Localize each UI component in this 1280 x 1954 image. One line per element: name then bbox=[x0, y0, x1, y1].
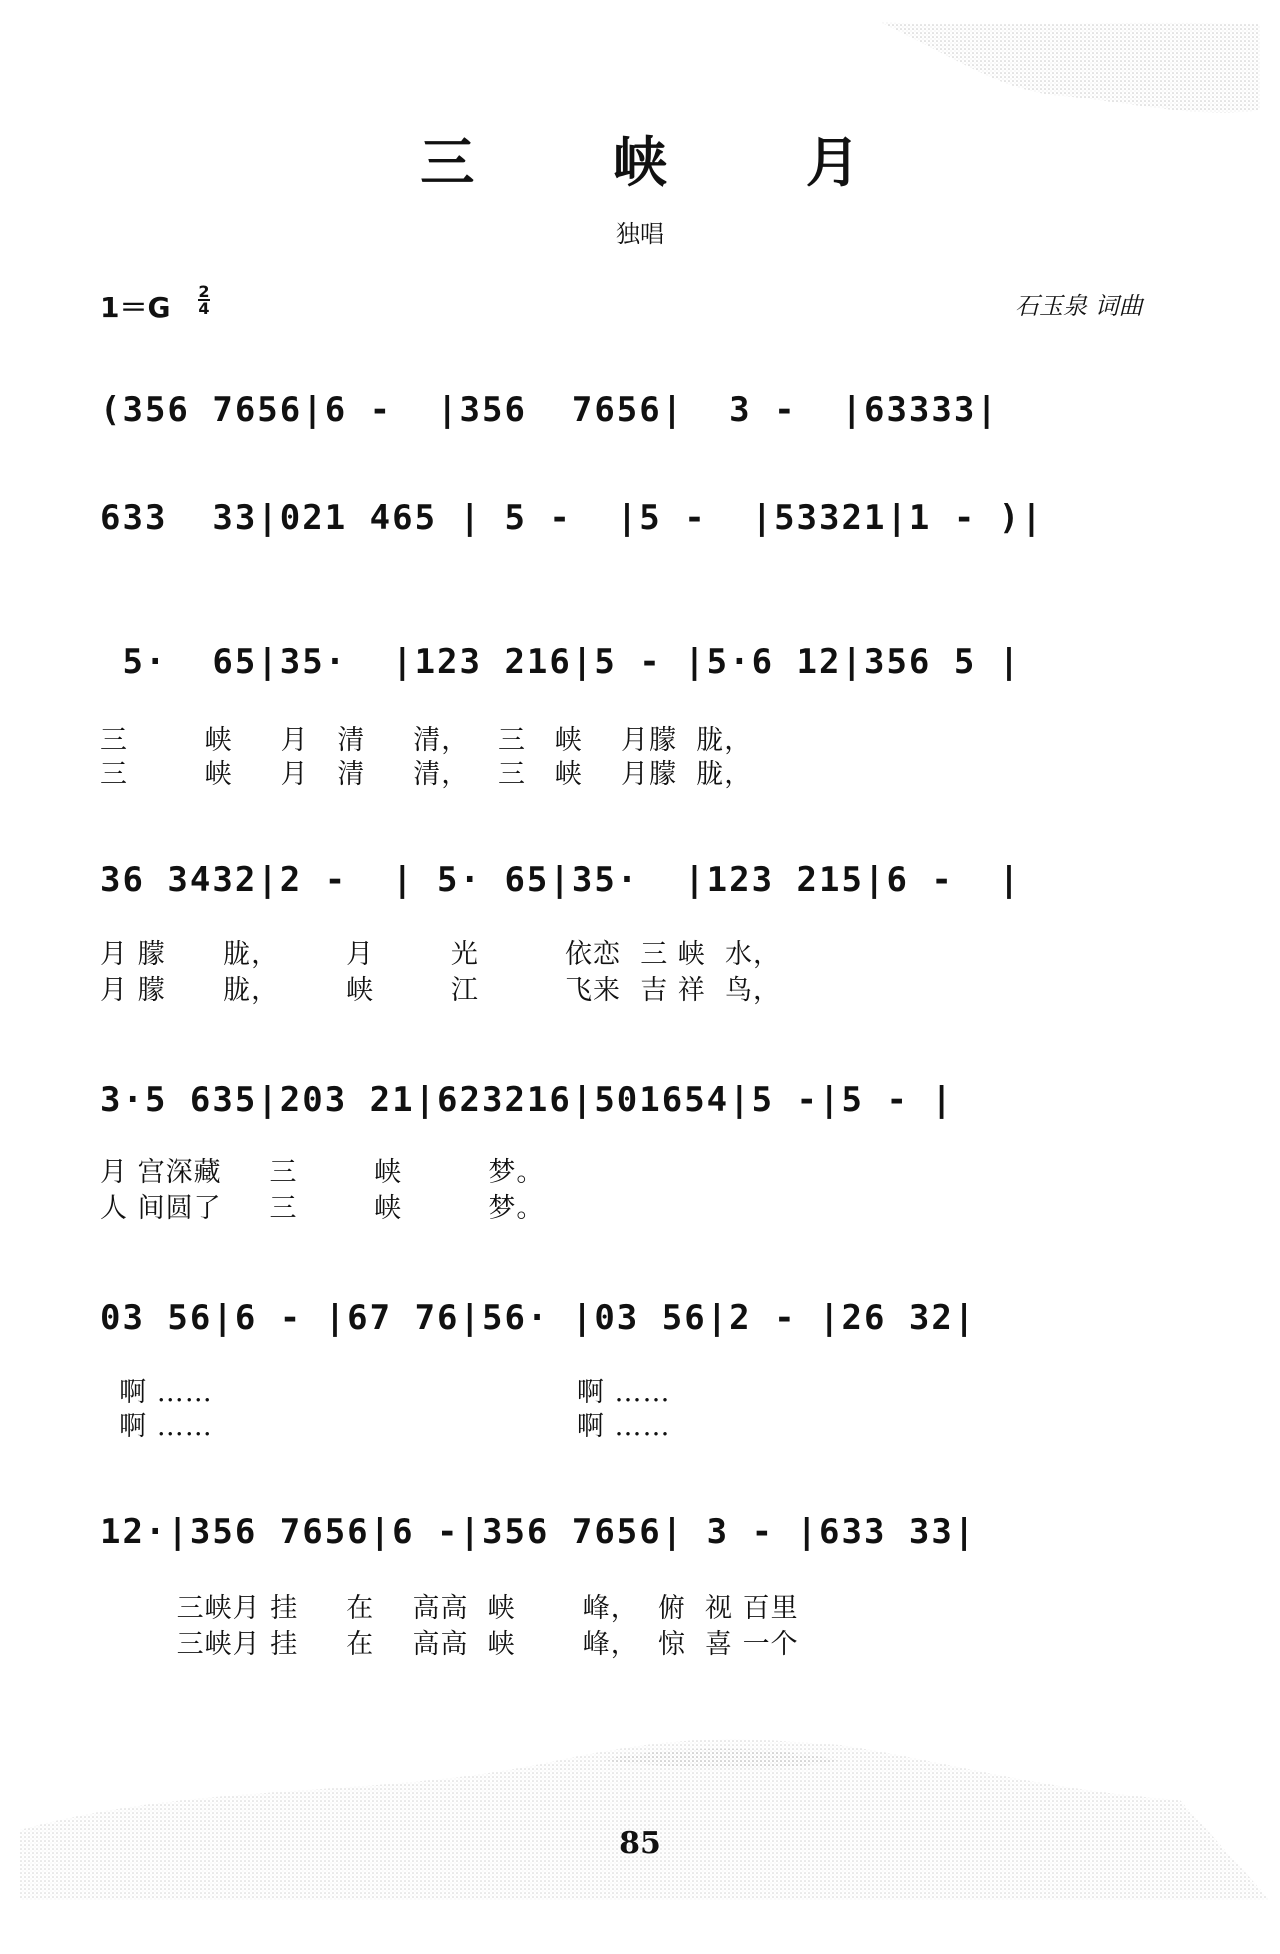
lyric-line: 月 宫深藏 三 峡 梦。 bbox=[100, 1157, 545, 1188]
meter-top: 2 bbox=[198, 282, 210, 301]
page-number: 85 bbox=[619, 1826, 661, 1861]
notation-row: 36 3432|2 - | 5· 65|35· |123 215|6 - | bbox=[100, 860, 1022, 900]
performance-type: 独唱 bbox=[616, 220, 664, 248]
lyric-line: 月 朦 胧， 峡 江 飞来 吉 祥 鸟， bbox=[100, 975, 781, 1006]
song-title: 三 峡 月 bbox=[420, 130, 920, 194]
lyric-line: 三峡月 挂 在 高高 峡 峰， 惊 喜 一个 bbox=[100, 1629, 799, 1660]
composer-credit: 石玉泉 词曲 bbox=[1015, 292, 1143, 320]
notation-row: 12·|356 7656|6 -|356 7656| 3 - |633 33| bbox=[100, 1512, 977, 1552]
lyric-line: 人 间圆了 三 峡 梦。 bbox=[100, 1193, 545, 1224]
time-signature bbox=[198, 284, 210, 316]
notation-row: (356 7656|6 - |356 7656| 3 - |63333| bbox=[100, 390, 999, 430]
lyric-line: 三 峡 月 清 清， 三 峡 月朦 胧， bbox=[100, 759, 753, 790]
lyric-line: 啊 …… 啊 …… bbox=[100, 1377, 671, 1408]
lyric-line: 三峡月 挂 在 高高 峡 峰， 俯 视 百里 bbox=[100, 1593, 799, 1624]
notation-row: 03 56|6 - |67 76|56· |03 56|2 - |26 32| bbox=[100, 1298, 977, 1338]
notation-row: 633 33|021 465 | 5 - |5 - |53321|1 - )| bbox=[100, 498, 1044, 538]
meter-bottom: 4 bbox=[198, 299, 210, 318]
lyric-line: 月 朦 胧， 月 光 依恋 三 峡 水， bbox=[100, 939, 781, 970]
lyric-line: 啊 …… 啊 …… bbox=[100, 1411, 671, 1442]
lyric-line: 三 峡 月 清 清， 三 峡 月朦 胧， bbox=[100, 725, 753, 756]
notation-row: 3·5 635|203 21|623216|501654|5 -|5 - | bbox=[100, 1080, 954, 1120]
notation-row: 5· 65|35· |123 216|5 - |5·6 12|356 5 | bbox=[100, 642, 1022, 682]
key-signature: 1＝G bbox=[100, 291, 171, 324]
